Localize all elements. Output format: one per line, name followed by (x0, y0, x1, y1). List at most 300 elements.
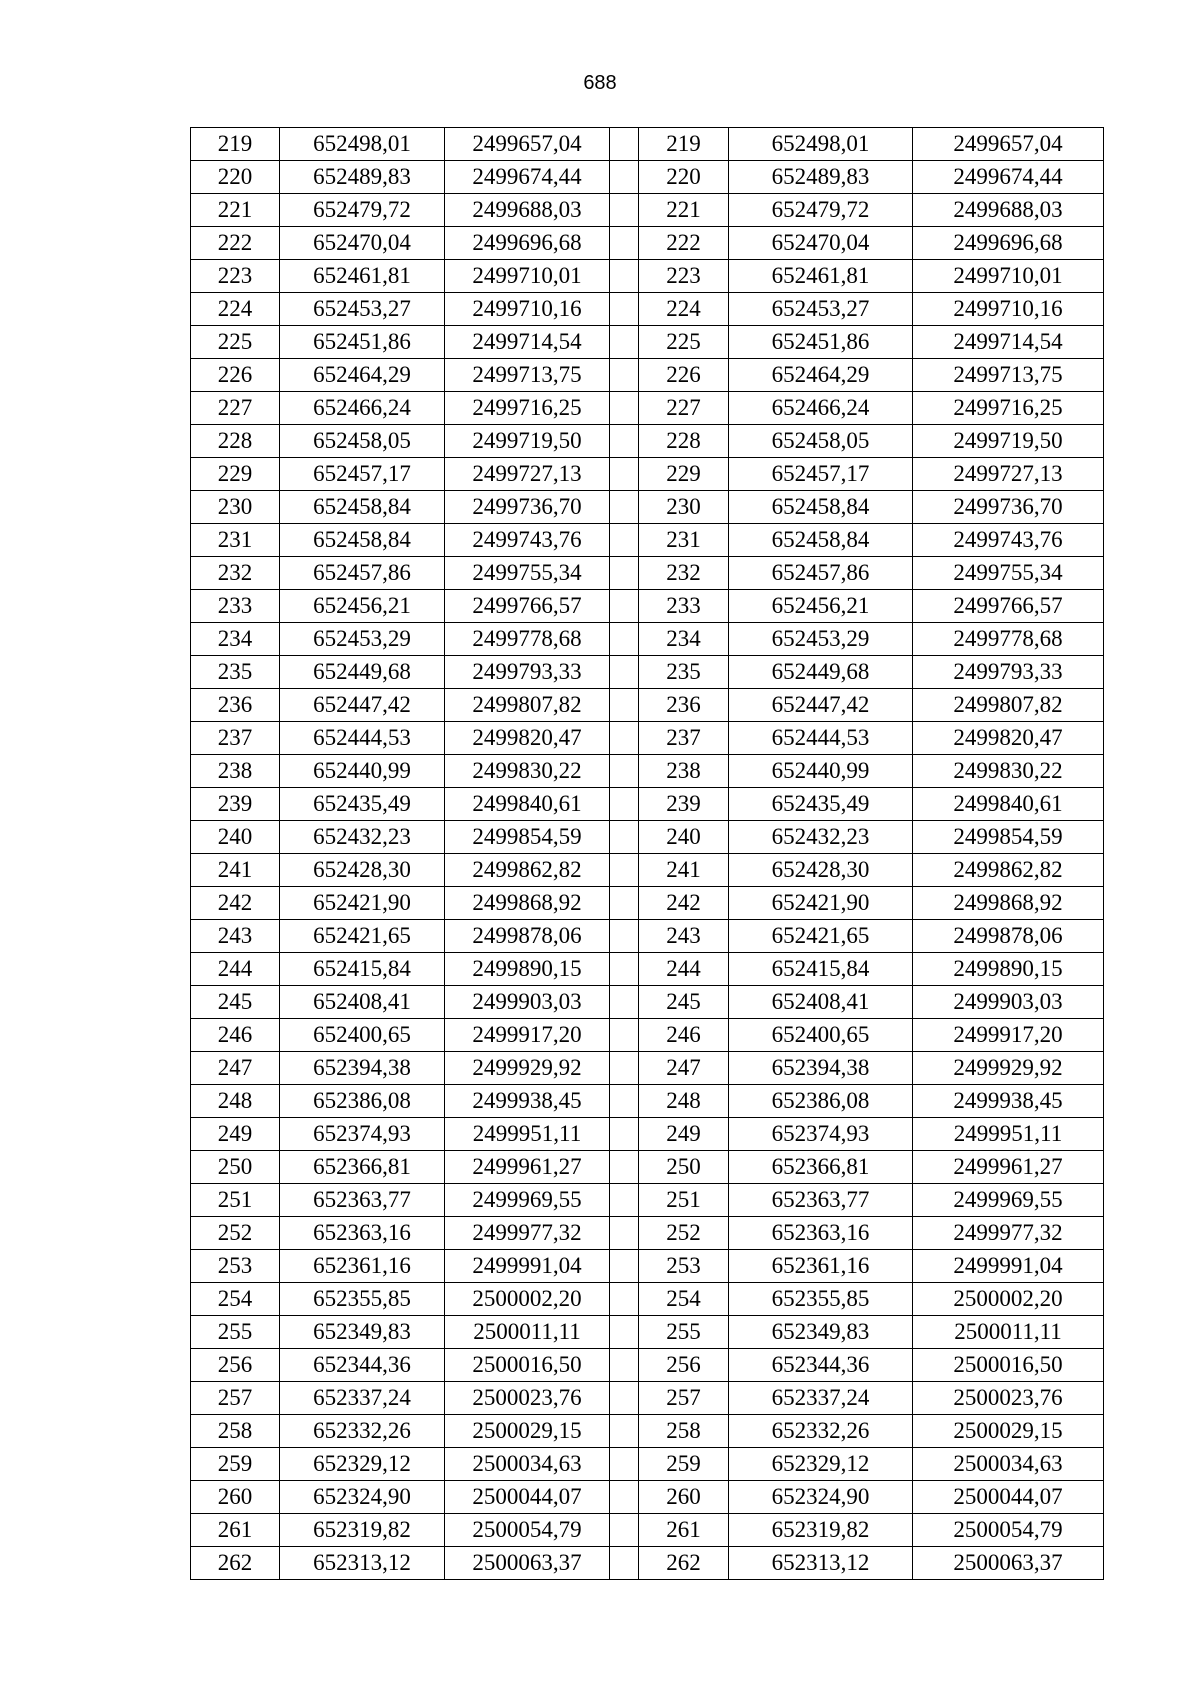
table-row (191, 1250, 1104, 1283)
point-number-left-cell: 244 (191, 953, 280, 986)
y-coordinate-right-cell: 2499714,54 (913, 326, 1104, 359)
point-number-right-cell: 232 (639, 557, 729, 590)
point-number-right-cell: 230 (639, 491, 729, 524)
table-row (191, 326, 1104, 359)
table-row (191, 590, 1104, 623)
spacer-cell (610, 1415, 639, 1448)
point-number-left-cell: 251 (191, 1184, 280, 1217)
x-coordinate-left-cell: 652489,83 (280, 161, 445, 194)
spacer-cell (610, 1481, 639, 1514)
point-number-left-cell: 226 (191, 359, 280, 392)
y-coordinate-left-cell: 2500023,76 (445, 1382, 610, 1415)
y-coordinate-right-cell: 2499736,70 (913, 491, 1104, 524)
x-coordinate-right-cell: 652394,38 (729, 1052, 913, 1085)
point-number-left-cell: 242 (191, 887, 280, 920)
y-coordinate-left-cell: 2500029,15 (445, 1415, 610, 1448)
point-number-right-cell: 255 (639, 1316, 729, 1349)
spacer-cell (610, 623, 639, 656)
y-coordinate-left-cell: 2499951,11 (445, 1118, 610, 1151)
y-coordinate-left-cell: 2499688,03 (445, 194, 610, 227)
y-coordinate-left-cell: 2499710,16 (445, 293, 610, 326)
x-coordinate-right-cell: 652451,86 (729, 326, 913, 359)
coordinates-table (190, 127, 1104, 1580)
y-coordinate-left-cell: 2499710,01 (445, 260, 610, 293)
x-coordinate-right-cell: 652458,05 (729, 425, 913, 458)
y-coordinate-left-cell: 2499820,47 (445, 722, 610, 755)
table-row (191, 1481, 1104, 1514)
x-coordinate-left-cell: 652329,12 (280, 1448, 445, 1481)
y-coordinate-right-cell: 2499903,03 (913, 986, 1104, 1019)
y-coordinate-right-cell: 2499766,57 (913, 590, 1104, 623)
x-coordinate-right-cell: 652366,81 (729, 1151, 913, 1184)
x-coordinate-left-cell: 652458,84 (280, 524, 445, 557)
x-coordinate-right-cell: 652329,12 (729, 1448, 913, 1481)
point-number-left-cell: 247 (191, 1052, 280, 1085)
x-coordinate-right-cell: 652440,99 (729, 755, 913, 788)
spacer-cell (610, 1151, 639, 1184)
table-row (191, 1547, 1104, 1580)
x-coordinate-left-cell: 652453,27 (280, 293, 445, 326)
point-number-right-cell: 262 (639, 1547, 729, 1580)
y-coordinate-left-cell: 2500002,20 (445, 1283, 610, 1316)
spacer-cell (610, 920, 639, 953)
table-row (191, 359, 1104, 392)
table-row (191, 1349, 1104, 1382)
point-number-right-cell: 219 (639, 128, 729, 161)
point-number-left-cell: 219 (191, 128, 280, 161)
point-number-left-cell: 262 (191, 1547, 280, 1580)
point-number-right-cell: 226 (639, 359, 729, 392)
x-coordinate-right-cell: 652349,83 (729, 1316, 913, 1349)
x-coordinate-right-cell: 652408,41 (729, 986, 913, 1019)
point-number-right-cell: 256 (639, 1349, 729, 1382)
table-row (191, 1184, 1104, 1217)
y-coordinate-right-cell: 2499710,16 (913, 293, 1104, 326)
point-number-right-cell: 254 (639, 1283, 729, 1316)
y-coordinate-left-cell: 2499854,59 (445, 821, 610, 854)
x-coordinate-right-cell: 652456,21 (729, 590, 913, 623)
y-coordinate-left-cell: 2499868,92 (445, 887, 610, 920)
table-row (191, 788, 1104, 821)
x-coordinate-right-cell: 652319,82 (729, 1514, 913, 1547)
point-number-right-cell: 251 (639, 1184, 729, 1217)
x-coordinate-left-cell: 652428,30 (280, 854, 445, 887)
point-number-left-cell: 229 (191, 458, 280, 491)
point-number-left-cell: 233 (191, 590, 280, 623)
y-coordinate-left-cell: 2499657,04 (445, 128, 610, 161)
x-coordinate-left-cell: 652451,86 (280, 326, 445, 359)
x-coordinate-left-cell: 652470,04 (280, 227, 445, 260)
y-coordinate-right-cell: 2499961,27 (913, 1151, 1104, 1184)
point-number-left-cell: 231 (191, 524, 280, 557)
y-coordinate-right-cell: 2500011,11 (913, 1316, 1104, 1349)
spacer-cell (610, 1349, 639, 1382)
point-number-left-cell: 261 (191, 1514, 280, 1547)
x-coordinate-left-cell: 652344,36 (280, 1349, 445, 1382)
y-coordinate-left-cell: 2499727,13 (445, 458, 610, 491)
y-coordinate-right-cell: 2500063,37 (913, 1547, 1104, 1580)
y-coordinate-left-cell: 2500044,07 (445, 1481, 610, 1514)
point-number-right-cell: 221 (639, 194, 729, 227)
x-coordinate-right-cell: 652337,24 (729, 1382, 913, 1415)
y-coordinate-right-cell: 2499778,68 (913, 623, 1104, 656)
x-coordinate-left-cell: 652453,29 (280, 623, 445, 656)
y-coordinate-left-cell: 2500016,50 (445, 1349, 610, 1382)
y-coordinate-right-cell: 2499862,82 (913, 854, 1104, 887)
y-coordinate-left-cell: 2499961,27 (445, 1151, 610, 1184)
x-coordinate-left-cell: 652415,84 (280, 953, 445, 986)
y-coordinate-right-cell: 2499657,04 (913, 128, 1104, 161)
table-row (191, 1118, 1104, 1151)
x-coordinate-left-cell: 652421,90 (280, 887, 445, 920)
y-coordinate-right-cell: 2499977,32 (913, 1217, 1104, 1250)
x-coordinate-right-cell: 652457,86 (729, 557, 913, 590)
point-number-right-cell: 252 (639, 1217, 729, 1250)
table-row (191, 623, 1104, 656)
x-coordinate-right-cell: 652464,29 (729, 359, 913, 392)
y-coordinate-left-cell: 2499830,22 (445, 755, 610, 788)
coordinates-table-body (191, 128, 1104, 1580)
spacer-cell (610, 392, 639, 425)
y-coordinate-right-cell: 2499868,92 (913, 887, 1104, 920)
table-row (191, 1382, 1104, 1415)
table-row (191, 161, 1104, 194)
y-coordinate-right-cell: 2499938,45 (913, 1085, 1104, 1118)
spacer-cell (610, 260, 639, 293)
x-coordinate-right-cell: 652324,90 (729, 1481, 913, 1514)
table-row (191, 1316, 1104, 1349)
x-coordinate-right-cell: 652361,16 (729, 1250, 913, 1283)
x-coordinate-right-cell: 652461,81 (729, 260, 913, 293)
x-coordinate-right-cell: 652479,72 (729, 194, 913, 227)
point-number-right-cell: 231 (639, 524, 729, 557)
spacer-cell (610, 1250, 639, 1283)
x-coordinate-right-cell: 652355,85 (729, 1283, 913, 1316)
x-coordinate-left-cell: 652464,29 (280, 359, 445, 392)
point-number-right-cell: 248 (639, 1085, 729, 1118)
spacer-cell (610, 788, 639, 821)
x-coordinate-left-cell: 652394,38 (280, 1052, 445, 1085)
x-coordinate-right-cell: 652470,04 (729, 227, 913, 260)
point-number-right-cell: 235 (639, 656, 729, 689)
table-row (191, 656, 1104, 689)
y-coordinate-right-cell: 2500034,63 (913, 1448, 1104, 1481)
x-coordinate-left-cell: 652457,17 (280, 458, 445, 491)
y-coordinate-left-cell: 2499719,50 (445, 425, 610, 458)
y-coordinate-left-cell: 2499778,68 (445, 623, 610, 656)
x-coordinate-left-cell: 652400,65 (280, 1019, 445, 1052)
point-number-right-cell: 249 (639, 1118, 729, 1151)
y-coordinate-right-cell: 2499890,15 (913, 953, 1104, 986)
spacer-cell (610, 458, 639, 491)
spacer-cell (610, 491, 639, 524)
point-number-left-cell: 237 (191, 722, 280, 755)
point-number-left-cell: 250 (191, 1151, 280, 1184)
spacer-cell (610, 953, 639, 986)
spacer-cell (610, 293, 639, 326)
y-coordinate-left-cell: 2499743,76 (445, 524, 610, 557)
point-number-left-cell: 241 (191, 854, 280, 887)
point-number-left-cell: 258 (191, 1415, 280, 1448)
y-coordinate-left-cell: 2500034,63 (445, 1448, 610, 1481)
table-row (191, 1448, 1104, 1481)
x-coordinate-left-cell: 652466,24 (280, 392, 445, 425)
x-coordinate-left-cell: 652319,82 (280, 1514, 445, 1547)
point-number-right-cell: 222 (639, 227, 729, 260)
point-number-right-cell: 246 (639, 1019, 729, 1052)
spacer-cell (610, 1547, 639, 1580)
y-coordinate-left-cell: 2499917,20 (445, 1019, 610, 1052)
point-number-left-cell: 243 (191, 920, 280, 953)
spacer-cell (610, 128, 639, 161)
x-coordinate-left-cell: 652479,72 (280, 194, 445, 227)
y-coordinate-right-cell: 2499951,11 (913, 1118, 1104, 1151)
spacer-cell (610, 755, 639, 788)
x-coordinate-right-cell: 652386,08 (729, 1085, 913, 1118)
y-coordinate-left-cell: 2499878,06 (445, 920, 610, 953)
spacer-cell (610, 887, 639, 920)
table-row (191, 689, 1104, 722)
y-coordinate-right-cell: 2499696,68 (913, 227, 1104, 260)
y-coordinate-right-cell: 2499917,20 (913, 1019, 1104, 1052)
point-number-left-cell: 253 (191, 1250, 280, 1283)
point-number-left-cell: 255 (191, 1316, 280, 1349)
x-coordinate-left-cell: 652408,41 (280, 986, 445, 1019)
table-row (191, 1151, 1104, 1184)
point-number-right-cell: 229 (639, 458, 729, 491)
x-coordinate-right-cell: 652344,36 (729, 1349, 913, 1382)
table-row (191, 1019, 1104, 1052)
point-number-right-cell: 238 (639, 755, 729, 788)
y-coordinate-left-cell: 2499991,04 (445, 1250, 610, 1283)
y-coordinate-left-cell: 2499969,55 (445, 1184, 610, 1217)
y-coordinate-right-cell: 2499743,76 (913, 524, 1104, 557)
x-coordinate-right-cell: 652466,24 (729, 392, 913, 425)
point-number-left-cell: 257 (191, 1382, 280, 1415)
x-coordinate-right-cell: 652415,84 (729, 953, 913, 986)
spacer-cell (610, 986, 639, 1019)
table-row (191, 854, 1104, 887)
y-coordinate-right-cell: 2499716,25 (913, 392, 1104, 425)
point-number-left-cell: 223 (191, 260, 280, 293)
table-row (191, 194, 1104, 227)
table-row (191, 458, 1104, 491)
table-row (191, 1085, 1104, 1118)
y-coordinate-left-cell: 2500063,37 (445, 1547, 610, 1580)
y-coordinate-right-cell: 2499674,44 (913, 161, 1104, 194)
x-coordinate-left-cell: 652440,99 (280, 755, 445, 788)
y-coordinate-left-cell: 2499714,54 (445, 326, 610, 359)
spacer-cell (610, 1184, 639, 1217)
spacer-cell (610, 590, 639, 623)
x-coordinate-left-cell: 652457,86 (280, 557, 445, 590)
table-row (191, 821, 1104, 854)
x-coordinate-left-cell: 652355,85 (280, 1283, 445, 1316)
point-number-left-cell: 256 (191, 1349, 280, 1382)
x-coordinate-right-cell: 652453,27 (729, 293, 913, 326)
spacer-cell (610, 227, 639, 260)
spacer-cell (610, 161, 639, 194)
point-number-left-cell: 239 (191, 788, 280, 821)
x-coordinate-left-cell: 652458,84 (280, 491, 445, 524)
y-coordinate-right-cell: 2499713,75 (913, 359, 1104, 392)
point-number-right-cell: 259 (639, 1448, 729, 1481)
point-number-left-cell: 259 (191, 1448, 280, 1481)
x-coordinate-left-cell: 652435,49 (280, 788, 445, 821)
point-number-right-cell: 257 (639, 1382, 729, 1415)
spacer-cell (610, 854, 639, 887)
spacer-cell (610, 821, 639, 854)
spacer-cell (610, 1448, 639, 1481)
y-coordinate-left-cell: 2499696,68 (445, 227, 610, 260)
point-number-left-cell: 224 (191, 293, 280, 326)
y-coordinate-right-cell: 2500044,07 (913, 1481, 1104, 1514)
table-row (191, 260, 1104, 293)
table-row (191, 425, 1104, 458)
y-coordinate-left-cell: 2499929,92 (445, 1052, 610, 1085)
spacer-cell (610, 1217, 639, 1250)
x-coordinate-right-cell: 652421,90 (729, 887, 913, 920)
y-coordinate-right-cell: 2499688,03 (913, 194, 1104, 227)
point-number-right-cell: 244 (639, 953, 729, 986)
point-number-left-cell: 228 (191, 425, 280, 458)
point-number-left-cell: 249 (191, 1118, 280, 1151)
point-number-right-cell: 225 (639, 326, 729, 359)
table-row (191, 1052, 1104, 1085)
point-number-left-cell: 248 (191, 1085, 280, 1118)
y-coordinate-right-cell: 2500002,20 (913, 1283, 1104, 1316)
point-number-right-cell: 260 (639, 1481, 729, 1514)
y-coordinate-right-cell: 2499840,61 (913, 788, 1104, 821)
table-row (191, 392, 1104, 425)
table-row (191, 293, 1104, 326)
spacer-cell (610, 1118, 639, 1151)
x-coordinate-right-cell: 652458,84 (729, 491, 913, 524)
point-number-left-cell: 252 (191, 1217, 280, 1250)
y-coordinate-right-cell: 2499878,06 (913, 920, 1104, 953)
point-number-right-cell: 237 (639, 722, 729, 755)
x-coordinate-left-cell: 652498,01 (280, 128, 445, 161)
table-row (191, 986, 1104, 1019)
point-number-left-cell: 246 (191, 1019, 280, 1052)
y-coordinate-left-cell: 2499736,70 (445, 491, 610, 524)
table-row (191, 755, 1104, 788)
table-row (191, 722, 1104, 755)
x-coordinate-right-cell: 652457,17 (729, 458, 913, 491)
y-coordinate-right-cell: 2500016,50 (913, 1349, 1104, 1382)
x-coordinate-left-cell: 652361,16 (280, 1250, 445, 1283)
table-row (191, 953, 1104, 986)
y-coordinate-right-cell: 2499969,55 (913, 1184, 1104, 1217)
point-number-right-cell: 234 (639, 623, 729, 656)
y-coordinate-right-cell: 2499719,50 (913, 425, 1104, 458)
x-coordinate-left-cell: 652447,42 (280, 689, 445, 722)
table-row (191, 557, 1104, 590)
x-coordinate-right-cell: 652447,42 (729, 689, 913, 722)
x-coordinate-left-cell: 652349,83 (280, 1316, 445, 1349)
spacer-cell (610, 425, 639, 458)
x-coordinate-left-cell: 652313,12 (280, 1547, 445, 1580)
x-coordinate-left-cell: 652374,93 (280, 1118, 445, 1151)
y-coordinate-left-cell: 2499766,57 (445, 590, 610, 623)
y-coordinate-right-cell: 2499820,47 (913, 722, 1104, 755)
y-coordinate-left-cell: 2499862,82 (445, 854, 610, 887)
spacer-cell (610, 1052, 639, 1085)
x-coordinate-left-cell: 652456,21 (280, 590, 445, 623)
point-number-left-cell: 238 (191, 755, 280, 788)
x-coordinate-left-cell: 652337,24 (280, 1382, 445, 1415)
x-coordinate-right-cell: 652421,65 (729, 920, 913, 953)
y-coordinate-left-cell: 2499938,45 (445, 1085, 610, 1118)
x-coordinate-right-cell: 652363,77 (729, 1184, 913, 1217)
x-coordinate-right-cell: 652498,01 (729, 128, 913, 161)
x-coordinate-left-cell: 652363,16 (280, 1217, 445, 1250)
x-coordinate-right-cell: 652458,84 (729, 524, 913, 557)
x-coordinate-left-cell: 652449,68 (280, 656, 445, 689)
point-number-right-cell: 247 (639, 1052, 729, 1085)
point-number-right-cell: 258 (639, 1415, 729, 1448)
x-coordinate-right-cell: 652432,23 (729, 821, 913, 854)
y-coordinate-right-cell: 2499793,33 (913, 656, 1104, 689)
point-number-right-cell: 223 (639, 260, 729, 293)
spacer-cell (610, 656, 639, 689)
y-coordinate-right-cell: 2500029,15 (913, 1415, 1104, 1448)
table-row (191, 128, 1104, 161)
y-coordinate-left-cell: 2499755,34 (445, 557, 610, 590)
y-coordinate-left-cell: 2499713,75 (445, 359, 610, 392)
x-coordinate-left-cell: 652461,81 (280, 260, 445, 293)
point-number-right-cell: 250 (639, 1151, 729, 1184)
y-coordinate-left-cell: 2499793,33 (445, 656, 610, 689)
x-coordinate-right-cell: 652453,29 (729, 623, 913, 656)
y-coordinate-left-cell: 2500054,79 (445, 1514, 610, 1547)
table-row (191, 1283, 1104, 1316)
spacer-cell (610, 1019, 639, 1052)
y-coordinate-left-cell: 2499890,15 (445, 953, 610, 986)
y-coordinate-left-cell: 2500011,11 (445, 1316, 610, 1349)
point-number-left-cell: 227 (191, 392, 280, 425)
table-row (191, 1514, 1104, 1547)
spacer-cell (610, 722, 639, 755)
y-coordinate-left-cell: 2499977,32 (445, 1217, 610, 1250)
point-number-left-cell: 235 (191, 656, 280, 689)
point-number-left-cell: 230 (191, 491, 280, 524)
point-number-left-cell: 222 (191, 227, 280, 260)
point-number-right-cell: 233 (639, 590, 729, 623)
table-row (191, 1217, 1104, 1250)
point-number-left-cell: 254 (191, 1283, 280, 1316)
point-number-left-cell: 240 (191, 821, 280, 854)
y-coordinate-right-cell: 2500054,79 (913, 1514, 1104, 1547)
spacer-cell (610, 1316, 639, 1349)
x-coordinate-left-cell: 652432,23 (280, 821, 445, 854)
table-row (191, 491, 1104, 524)
point-number-right-cell: 236 (639, 689, 729, 722)
spacer-cell (610, 689, 639, 722)
table-row (191, 1415, 1104, 1448)
x-coordinate-right-cell: 652444,53 (729, 722, 913, 755)
table-row (191, 887, 1104, 920)
point-number-left-cell: 245 (191, 986, 280, 1019)
y-coordinate-right-cell: 2499991,04 (913, 1250, 1104, 1283)
x-coordinate-left-cell: 652324,90 (280, 1481, 445, 1514)
spacer-cell (610, 194, 639, 227)
point-number-right-cell: 243 (639, 920, 729, 953)
x-coordinate-right-cell: 652428,30 (729, 854, 913, 887)
y-coordinate-right-cell: 2499710,01 (913, 260, 1104, 293)
y-coordinate-right-cell: 2499755,34 (913, 557, 1104, 590)
y-coordinate-left-cell: 2499807,82 (445, 689, 610, 722)
